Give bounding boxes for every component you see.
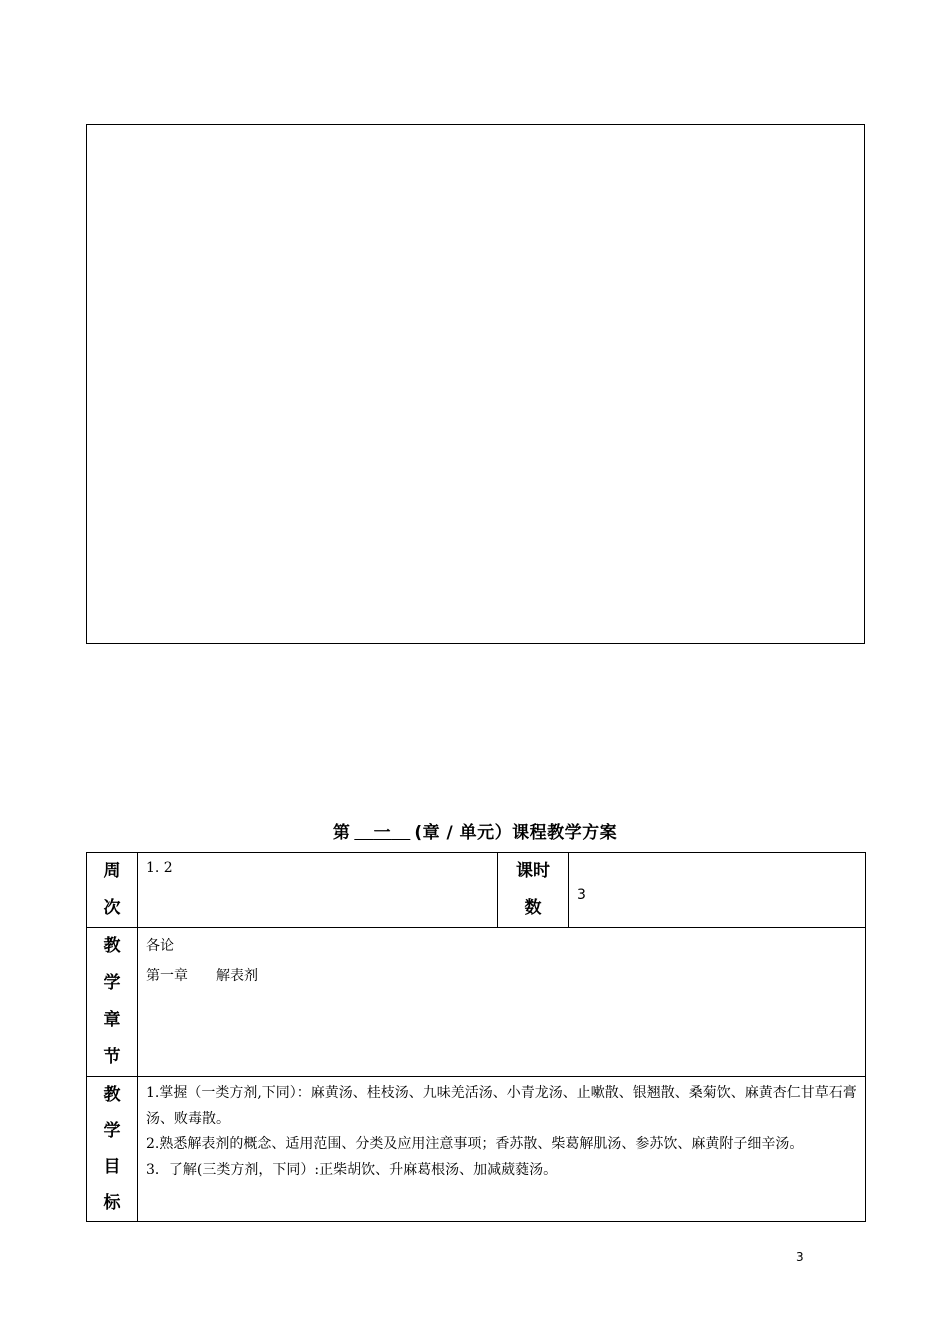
hours-label: 课时 数: [498, 853, 569, 928]
goal-item: 3．了解(三类方剂，下同）:正柴胡饮、升麻葛根汤、加减葳蕤汤。: [146, 1161, 558, 1178]
section-line: 各论: [146, 938, 174, 954]
goals-row: [87, 1077, 866, 1222]
chapter-number: 一: [373, 823, 392, 843]
title-suffix: (章 / 单元）课程教学方案: [414, 823, 618, 843]
goals-label: 教 学 目 标: [87, 1077, 138, 1222]
section-content: [138, 928, 866, 1077]
page-number: 3: [796, 1250, 804, 1264]
section-line: 第一章 解表剂: [146, 968, 258, 984]
blank-content-box: [86, 124, 865, 644]
week-value: 1. 2: [138, 853, 498, 928]
page-title: [0, 818, 950, 843]
goals-content: [138, 1077, 866, 1222]
goal-item: 2.熟悉解表剂的概念、适用范围、分类及应用注意事项；香苏散、柴葛解肌汤、参苏饮、麻黄附子细辛汤。: [146, 1136, 804, 1152]
hours-value: 3: [569, 853, 866, 928]
goal-item: 1.掌握（一类方剂,下同）：麻黄汤、桂枝汤、九味羌活汤、小青龙汤、止嗽散、银翘散、桑菊饮、麻黄杏仁甘草石膏汤、败毒散。: [146, 1085, 857, 1127]
week-label: 周 次: [87, 853, 138, 928]
section-label: 教 学 章 节: [87, 928, 138, 1077]
title-prefix: 第: [332, 823, 351, 843]
section-row: [87, 928, 866, 1077]
lesson-plan-table: [86, 852, 866, 1222]
week-row: [87, 853, 866, 928]
